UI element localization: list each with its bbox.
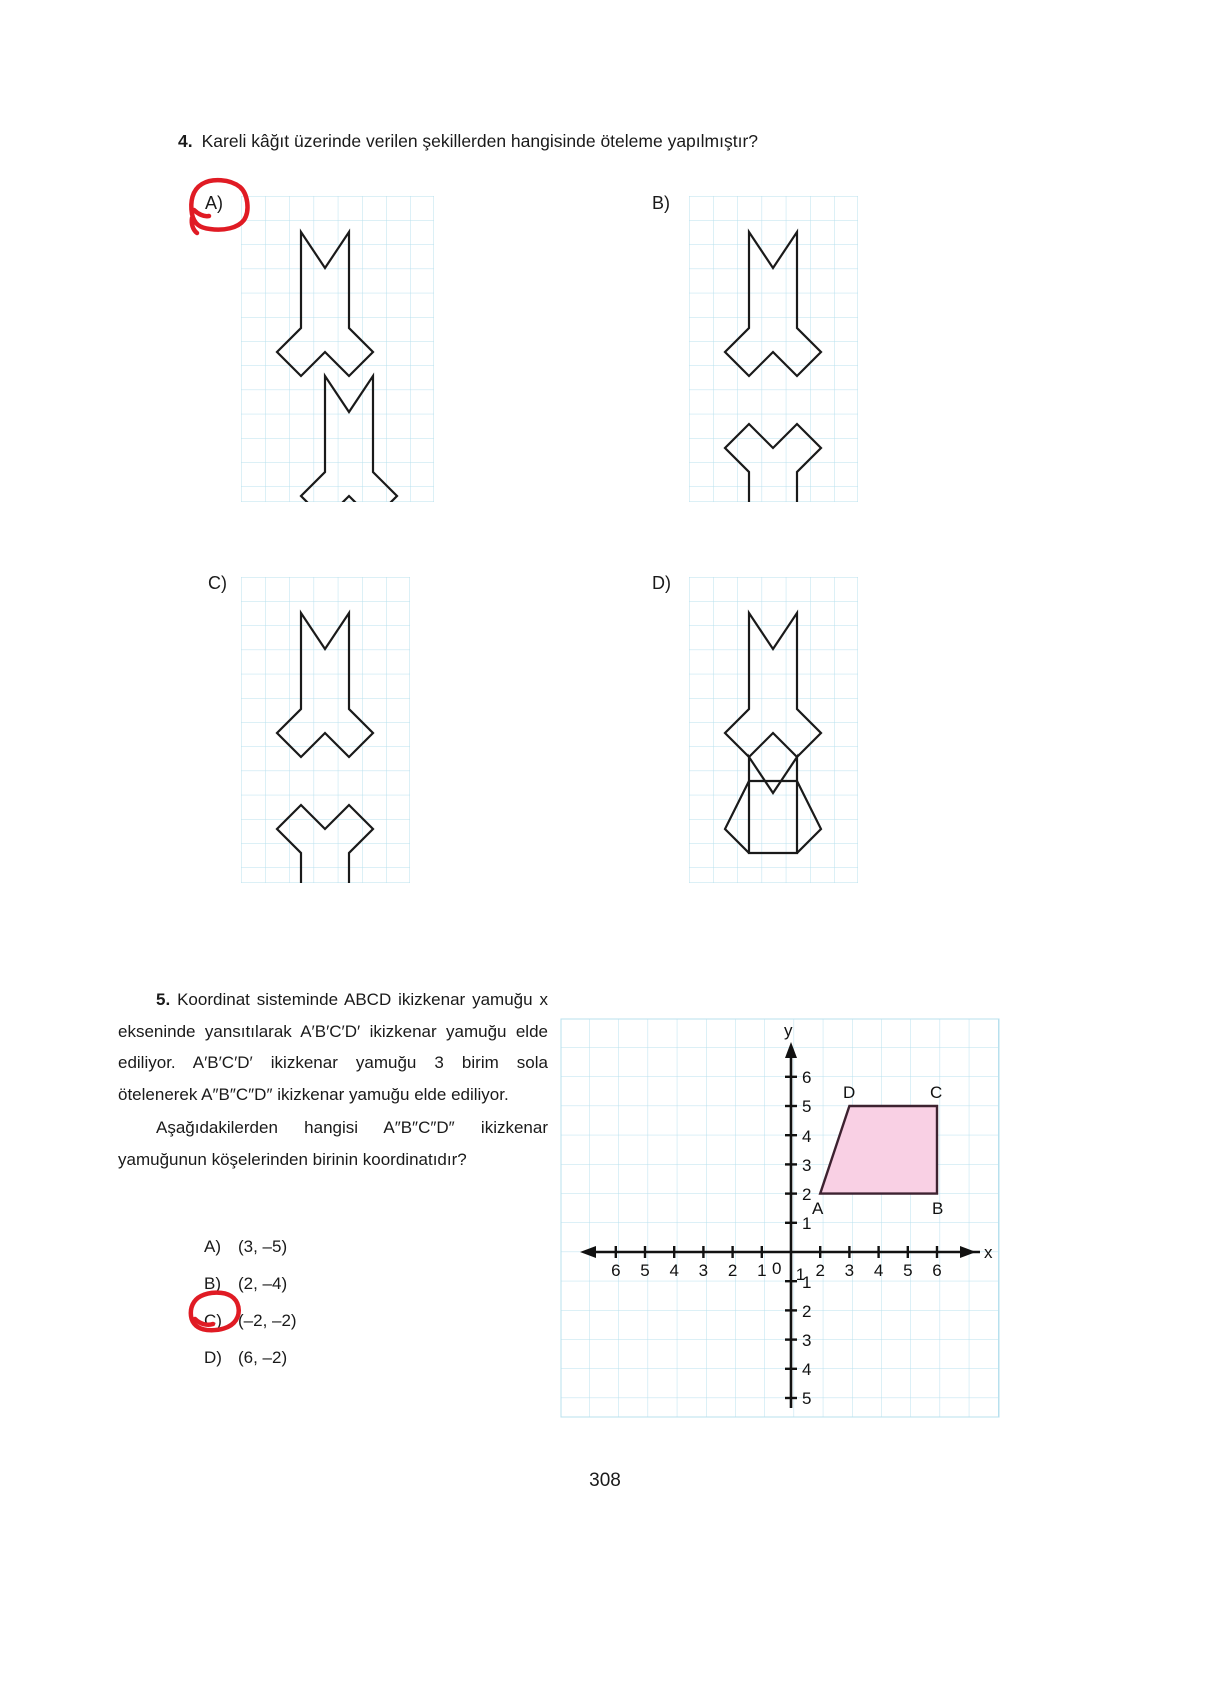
question-5-number: 5. — [156, 990, 171, 1009]
svg-text:4: 4 — [802, 1127, 812, 1146]
choice-b[interactable] — [204, 1265, 297, 1302]
choice-c-value: (–2, –2) — [238, 1311, 297, 1330]
svg-text:x: x — [984, 1243, 993, 1262]
choice-b-value: (2, –4) — [238, 1274, 288, 1293]
option-c-figure[interactable] — [241, 577, 410, 883]
svg-text:4: 4 — [802, 1360, 812, 1379]
svg-text:1: 1 — [802, 1214, 812, 1233]
svg-text:2: 2 — [815, 1261, 825, 1280]
choice-a-value: (3, –5) — [238, 1237, 288, 1256]
choice-d[interactable] — [204, 1339, 297, 1376]
svg-text:4: 4 — [669, 1261, 679, 1280]
svg-text:3: 3 — [844, 1261, 855, 1280]
option-a-figure[interactable] — [241, 196, 434, 502]
question-5-text-1: Koordinat sisteminde ABCD ikizkenar yamuğu x ekseninde yansıtılarak A′B′C′D′ ikizkenar yamuğu elde ediliyor. A′B′C′D′ ikizkenar yamuğu 3 birim sola ötelenerek A″B″C″D″ ikizkenar yamuğu elde ediliyor. — [118, 990, 548, 1104]
question-5-choices — [204, 1228, 297, 1376]
svg-text:6: 6 — [802, 1068, 812, 1087]
question-5-body — [118, 984, 548, 1175]
option-b-figure[interactable] — [689, 196, 858, 502]
svg-text:5: 5 — [903, 1261, 913, 1280]
svg-text:1: 1 — [795, 1265, 806, 1284]
question-5-paragraph-1 — [118, 984, 548, 1110]
option-a-label[interactable]: A) — [205, 193, 223, 213]
option-b-label[interactable]: B) — [652, 193, 670, 213]
vertex-label-a: A — [812, 1199, 824, 1218]
svg-text:5: 5 — [640, 1261, 650, 1280]
option-c-label[interactable]: C) — [208, 573, 227, 593]
option-d-label[interactable]: D) — [652, 573, 671, 593]
svg-text:y: y — [784, 1021, 793, 1040]
svg-text:6: 6 — [932, 1261, 942, 1280]
choice-a[interactable] — [204, 1228, 297, 1265]
question-4-number: 4. — [178, 131, 193, 151]
option-d-figure[interactable] — [689, 577, 858, 883]
choice-d-letter: D) — [204, 1348, 222, 1367]
choice-d-value: (6, –2) — [238, 1348, 288, 1367]
coordinate-plane-figure[interactable] — [560, 1018, 1000, 1423]
svg-text:2: 2 — [727, 1261, 738, 1280]
choice-c[interactable] — [204, 1302, 297, 1339]
question-4-prompt — [178, 129, 978, 153]
svg-text:2: 2 — [802, 1185, 812, 1204]
svg-text:3: 3 — [802, 1331, 812, 1350]
svg-text:0: 0 — [772, 1259, 782, 1278]
svg-text:6: 6 — [611, 1261, 621, 1280]
question-4-text: Kareli kâğıt üzerinde verilen şekillerden hangisinde öteleme yapılmıştır? — [201, 131, 759, 151]
choice-c-letter: C) — [204, 1311, 222, 1330]
svg-text:5: 5 — [802, 1389, 812, 1408]
svg-text:2: 2 — [802, 1302, 812, 1321]
vertex-label-c: C — [930, 1083, 943, 1102]
choice-b-letter: B) — [204, 1274, 221, 1293]
question-5-paragraph-2: Aşağıdakilerden hangisi A″B″C″D″ ikizkenar yamuğunun köşelerinden birinin koordinatıdır? — [118, 1118, 548, 1169]
svg-text:5: 5 — [802, 1097, 812, 1116]
vertex-label-d: D — [843, 1083, 856, 1102]
svg-text:1: 1 — [802, 1273, 812, 1292]
svg-text:4: 4 — [873, 1261, 884, 1280]
choice-a-letter: A) — [204, 1237, 221, 1256]
svg-text:3: 3 — [698, 1261, 709, 1280]
svg-text:1: 1 — [757, 1261, 767, 1280]
svg-text:3: 3 — [802, 1156, 812, 1175]
page-number: 308 — [589, 1470, 621, 1491]
vertex-label-b: B — [932, 1199, 944, 1218]
